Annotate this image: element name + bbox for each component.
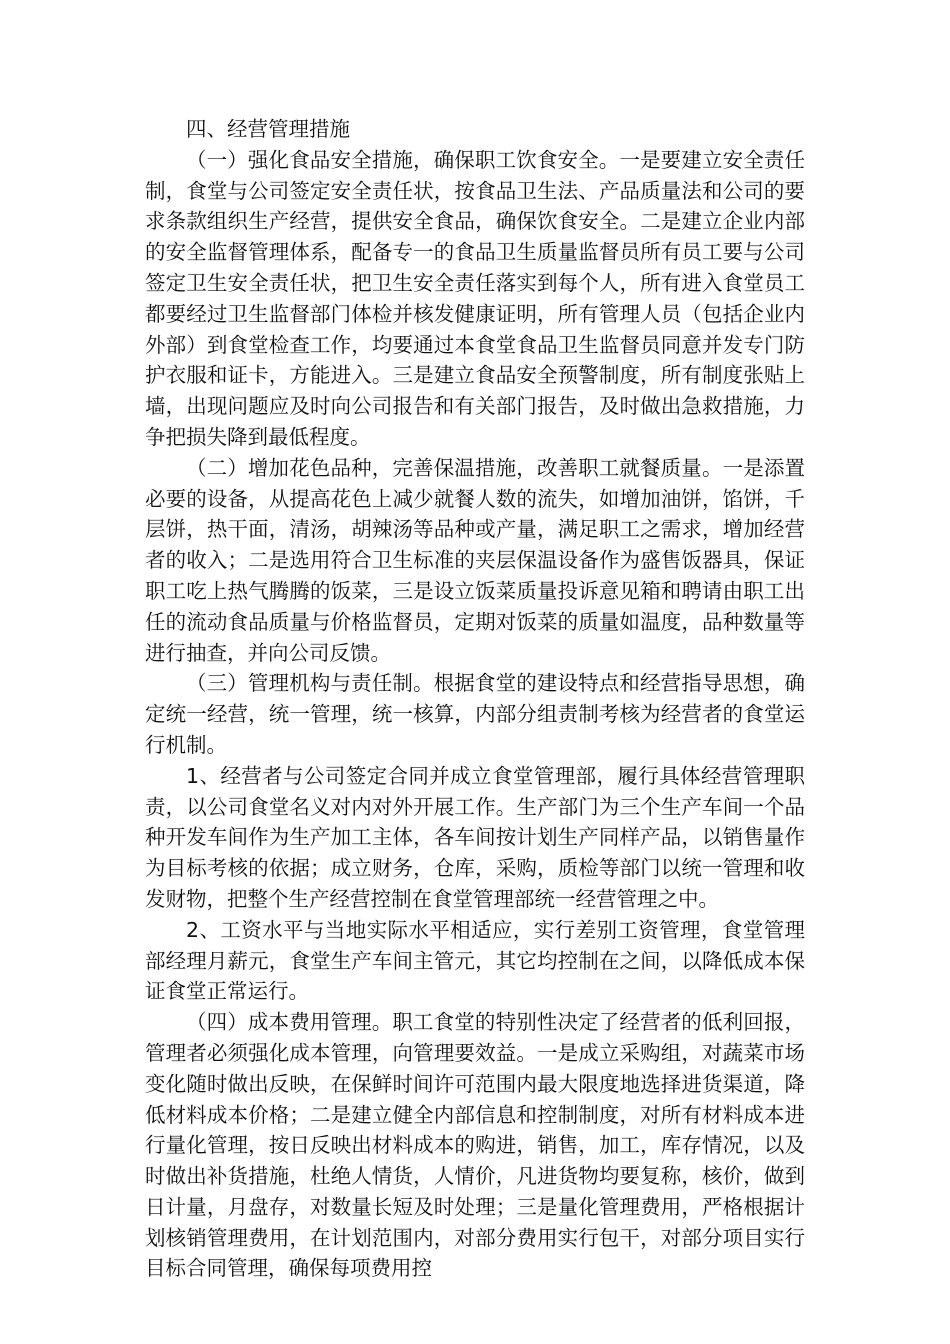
paragraph-item-1: 1、经营者与公司签定合同并成立食堂管理部，履行具体经营管理职责，以公司食堂名义对内对外开展工作。生产部门为三个生产车间一个品种开发车间作为生产加工主体，各车间按计划生产同样产品，以销售量作为目标考核的依据；成立财务，仓库，采购，质检等部门以统一管理和收发财物，把整个生产经营控制在食堂管理部统一经营管理之中。: [145, 763, 805, 911]
paragraph-variety-quality: （二）增加花色品种，完善保温措施，改善职工就餐质量。一是添置必要的设备，从提高花色上减少就餐人数的流失，如增加油饼，馅饼，千层饼，热干面，清汤，胡辣汤等品种或产量，满足职工之需求，增加经营者的收入；二是选用符合卫生标准的夹层保温设备作为盛售饭器具，保证职工吃上热气腾腾的饭菜，三是设立饭菜质量投诉意见箱和聘请由职工出任的流动食品质量与价格监督员，定期对饭菜的质量如温度，品种数量等进行抽查，并向公司反馈。: [145, 455, 805, 665]
section-heading: 四、经营管理措施: [186, 117, 350, 141]
paragraph-food-safety: （一）强化食品安全措施，确保职工饮食安全。一是要建立安全责任制，食堂与公司签定安全责任状，按食品卫生法、产品质量法和公司的要求条款组织生产经营，提供安全食品，确保饮食安全。二是建立企业内部的安全监督管理体系，配备专一的食品卫生质量监督员所有员工要与公司签定卫生安全责任状，把卫生安全责任落实到每个人，所有进入食堂员工都要经过卫生监督部门体检并核发健康证明，所有管理人员（包括企业内外部）到食堂检查工作，均要通过本食堂食品卫生监督员同意并发专门防护衣服和证卡，方能进入。三是建立食品安全预警制度，所有制度张贴上墙，出现问题应及时向公司报告和有关部门报告，及时做出急救措施，力争把损失降到最低程度。: [145, 147, 805, 449]
document-page: [145, 114, 805, 1284]
paragraph-management-structure: （三）管理机构与责任制。根据食堂的建设特点和经营指导思想，确定统一经营，统一管理，统一核算，内部分组责制考核为经营者的食堂运行机制。: [145, 671, 805, 757]
paragraph-item-2: 2、工资水平与当地实际水平相适应，实行差别工资管理，食堂管理部经理月薪元，食堂生产车间主管元，其它均控制在之间，以降低成本保证食堂正常运行。: [145, 917, 805, 1004]
paragraph-cost-management: （四）成本费用管理。职工食堂的特别性决定了经营者的低利回报，管理者必须强化成本管理，向管理要效益。一是成立采购组，对蔬菜市场变化随时做出反映，在保鲜时间许可范围内最大限度地选择进货渠道，降低材料成本价格；二是建立健全内部信息和控制制度，对所有材料成本进行量化管理，按日反映出材料成本的购进，销售，加工，库存情况，以及时做出补货措施，杜绝人情货，人情价，凡进货物均要复称，核价，做到日计量，月盘存，对数量长短及时处理；三是量化管理费用，严格根据计划核销管理费用，在计划范围内，对部分费用实行包干，对部分项目实行目标合同管理，确保每项费用控: [145, 1010, 805, 1281]
